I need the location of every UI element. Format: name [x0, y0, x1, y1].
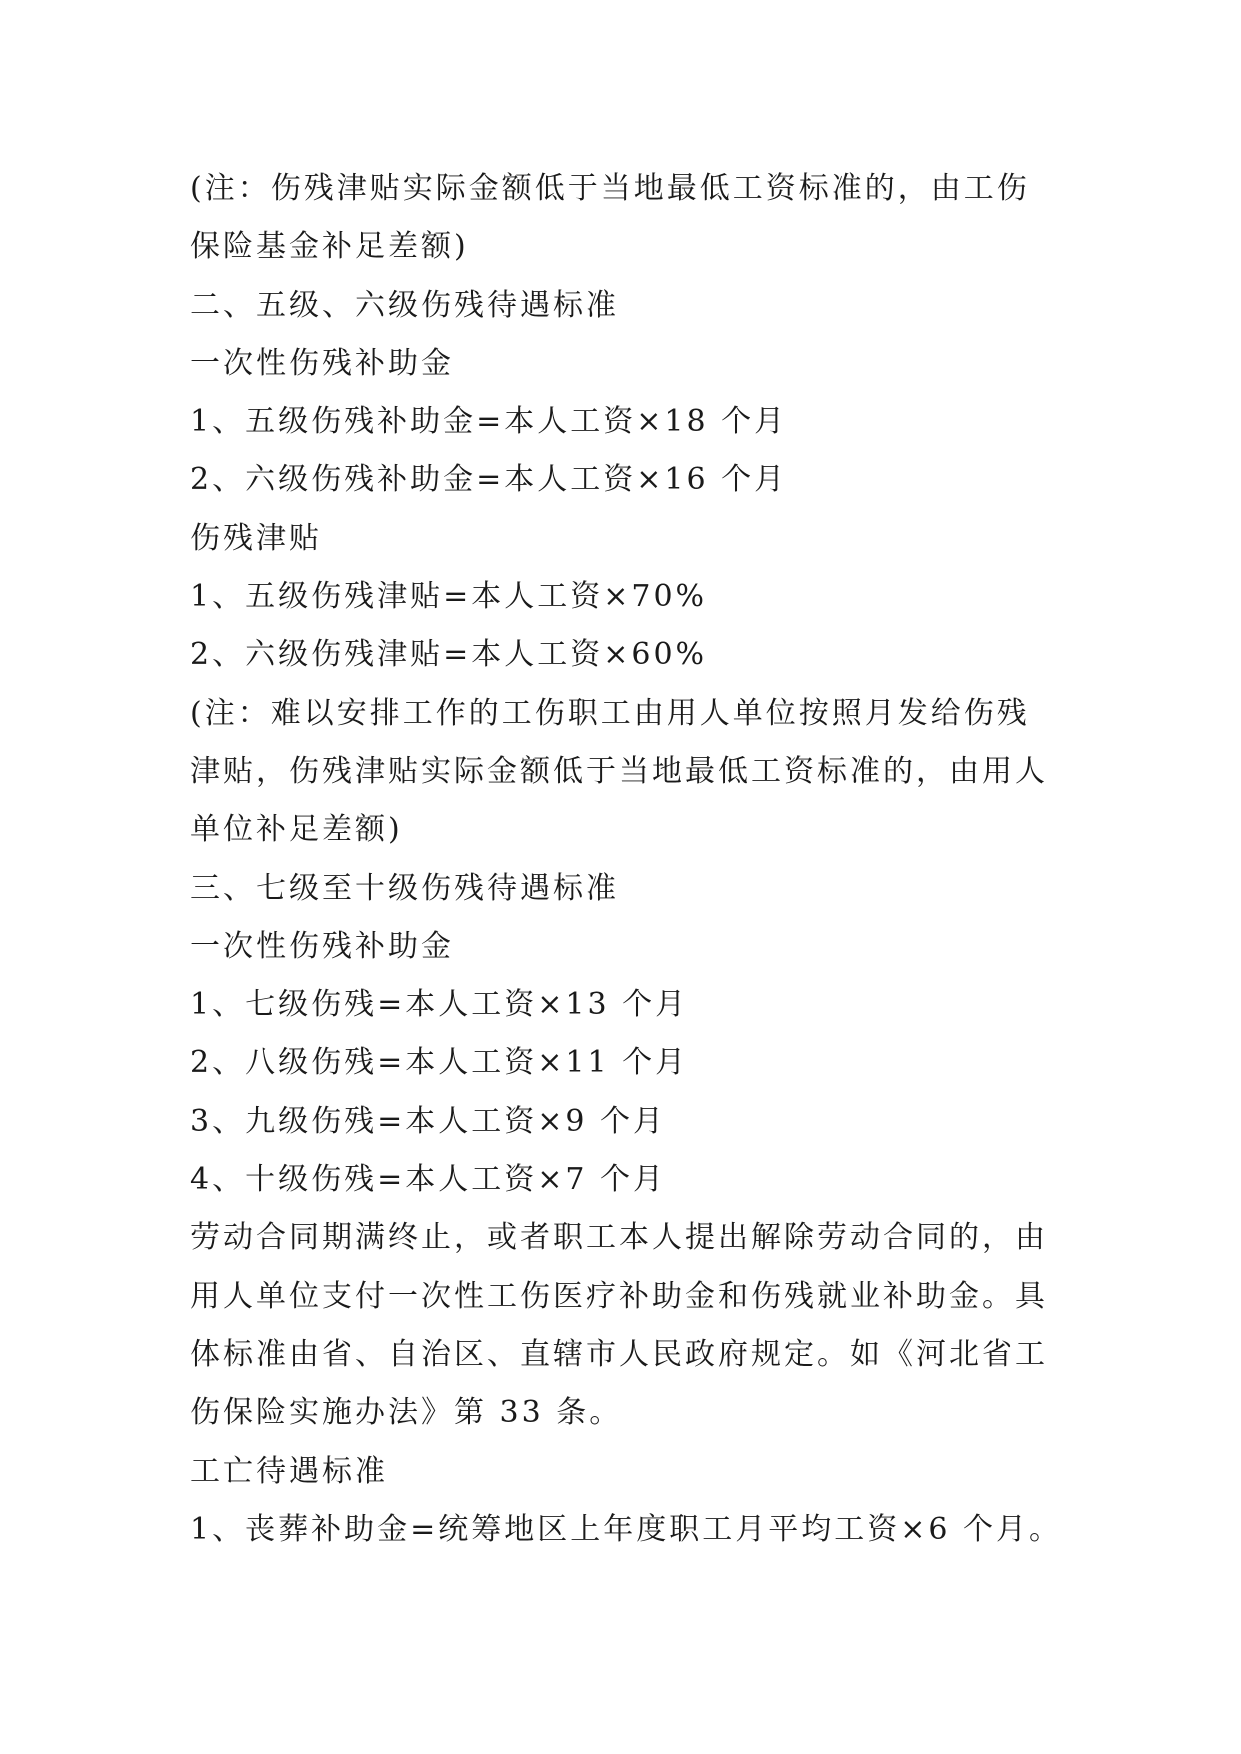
list-item: 2、八级伤残=本人工资×11 个月	[190, 1045, 689, 1081]
subsection-heading: 工亡待遇标准	[190, 1453, 388, 1489]
list-item: 1、七级伤残=本人工资×13 个月	[190, 987, 689, 1023]
body-text-line: 体标准由省、自治区、直辖市人民政府规定。如《河北省工	[190, 1336, 1048, 1372]
body-text-line: 用人单位支付一次性工伤医疗补助金和伤残就业补助金。具	[190, 1278, 1048, 1314]
section-heading: 三、七级至十级伤残待遇标准	[190, 870, 619, 906]
document-page	[190, 160, 1060, 1559]
body-text-line: 劳动合同期满终止，或者职工本人提出解除劳动合同的，由	[190, 1220, 1048, 1256]
note-text-line: 津贴，伤残津贴实际金额低于当地最低工资标准的，由用人	[190, 753, 1048, 789]
section-heading: 二、五级、六级伤残待遇标准	[190, 287, 619, 323]
body-text-line: 伤保险实施办法》第 33 条。	[190, 1395, 623, 1431]
list-item: 2、六级伤残津贴=本人工资×60%	[190, 637, 708, 673]
note-text-line: 单位补足差额)	[190, 812, 403, 848]
list-item: 2、六级伤残补助金=本人工资×16 个月	[190, 462, 788, 498]
subsection-heading: 伤残津贴	[190, 520, 322, 556]
list-item: 1、五级伤残津贴=本人工资×70%	[190, 579, 708, 615]
list-item: 4、十级伤残=本人工资×7 个月	[190, 1162, 666, 1198]
subsection-heading: 一次性伤残补助金	[190, 928, 454, 964]
note-text-line: (注：难以安排工作的工伤职工由用人单位按照月发给伤残	[190, 695, 1030, 731]
note-text-line: (注：伤残津贴实际金额低于当地最低工资标准的，由工伤	[190, 171, 1030, 206]
list-item: 1、丧葬补助金=统筹地区上年度职工月平均工资×6 个月。	[190, 1511, 1062, 1547]
list-item: 1、五级伤残补助金=本人工资×18 个月	[190, 404, 788, 440]
list-item: 3、九级伤残=本人工资×9 个月	[190, 1103, 666, 1139]
subsection-heading: 一次性伤残补助金	[190, 345, 454, 381]
note-text-line: 保险基金补足差额)	[190, 229, 469, 265]
